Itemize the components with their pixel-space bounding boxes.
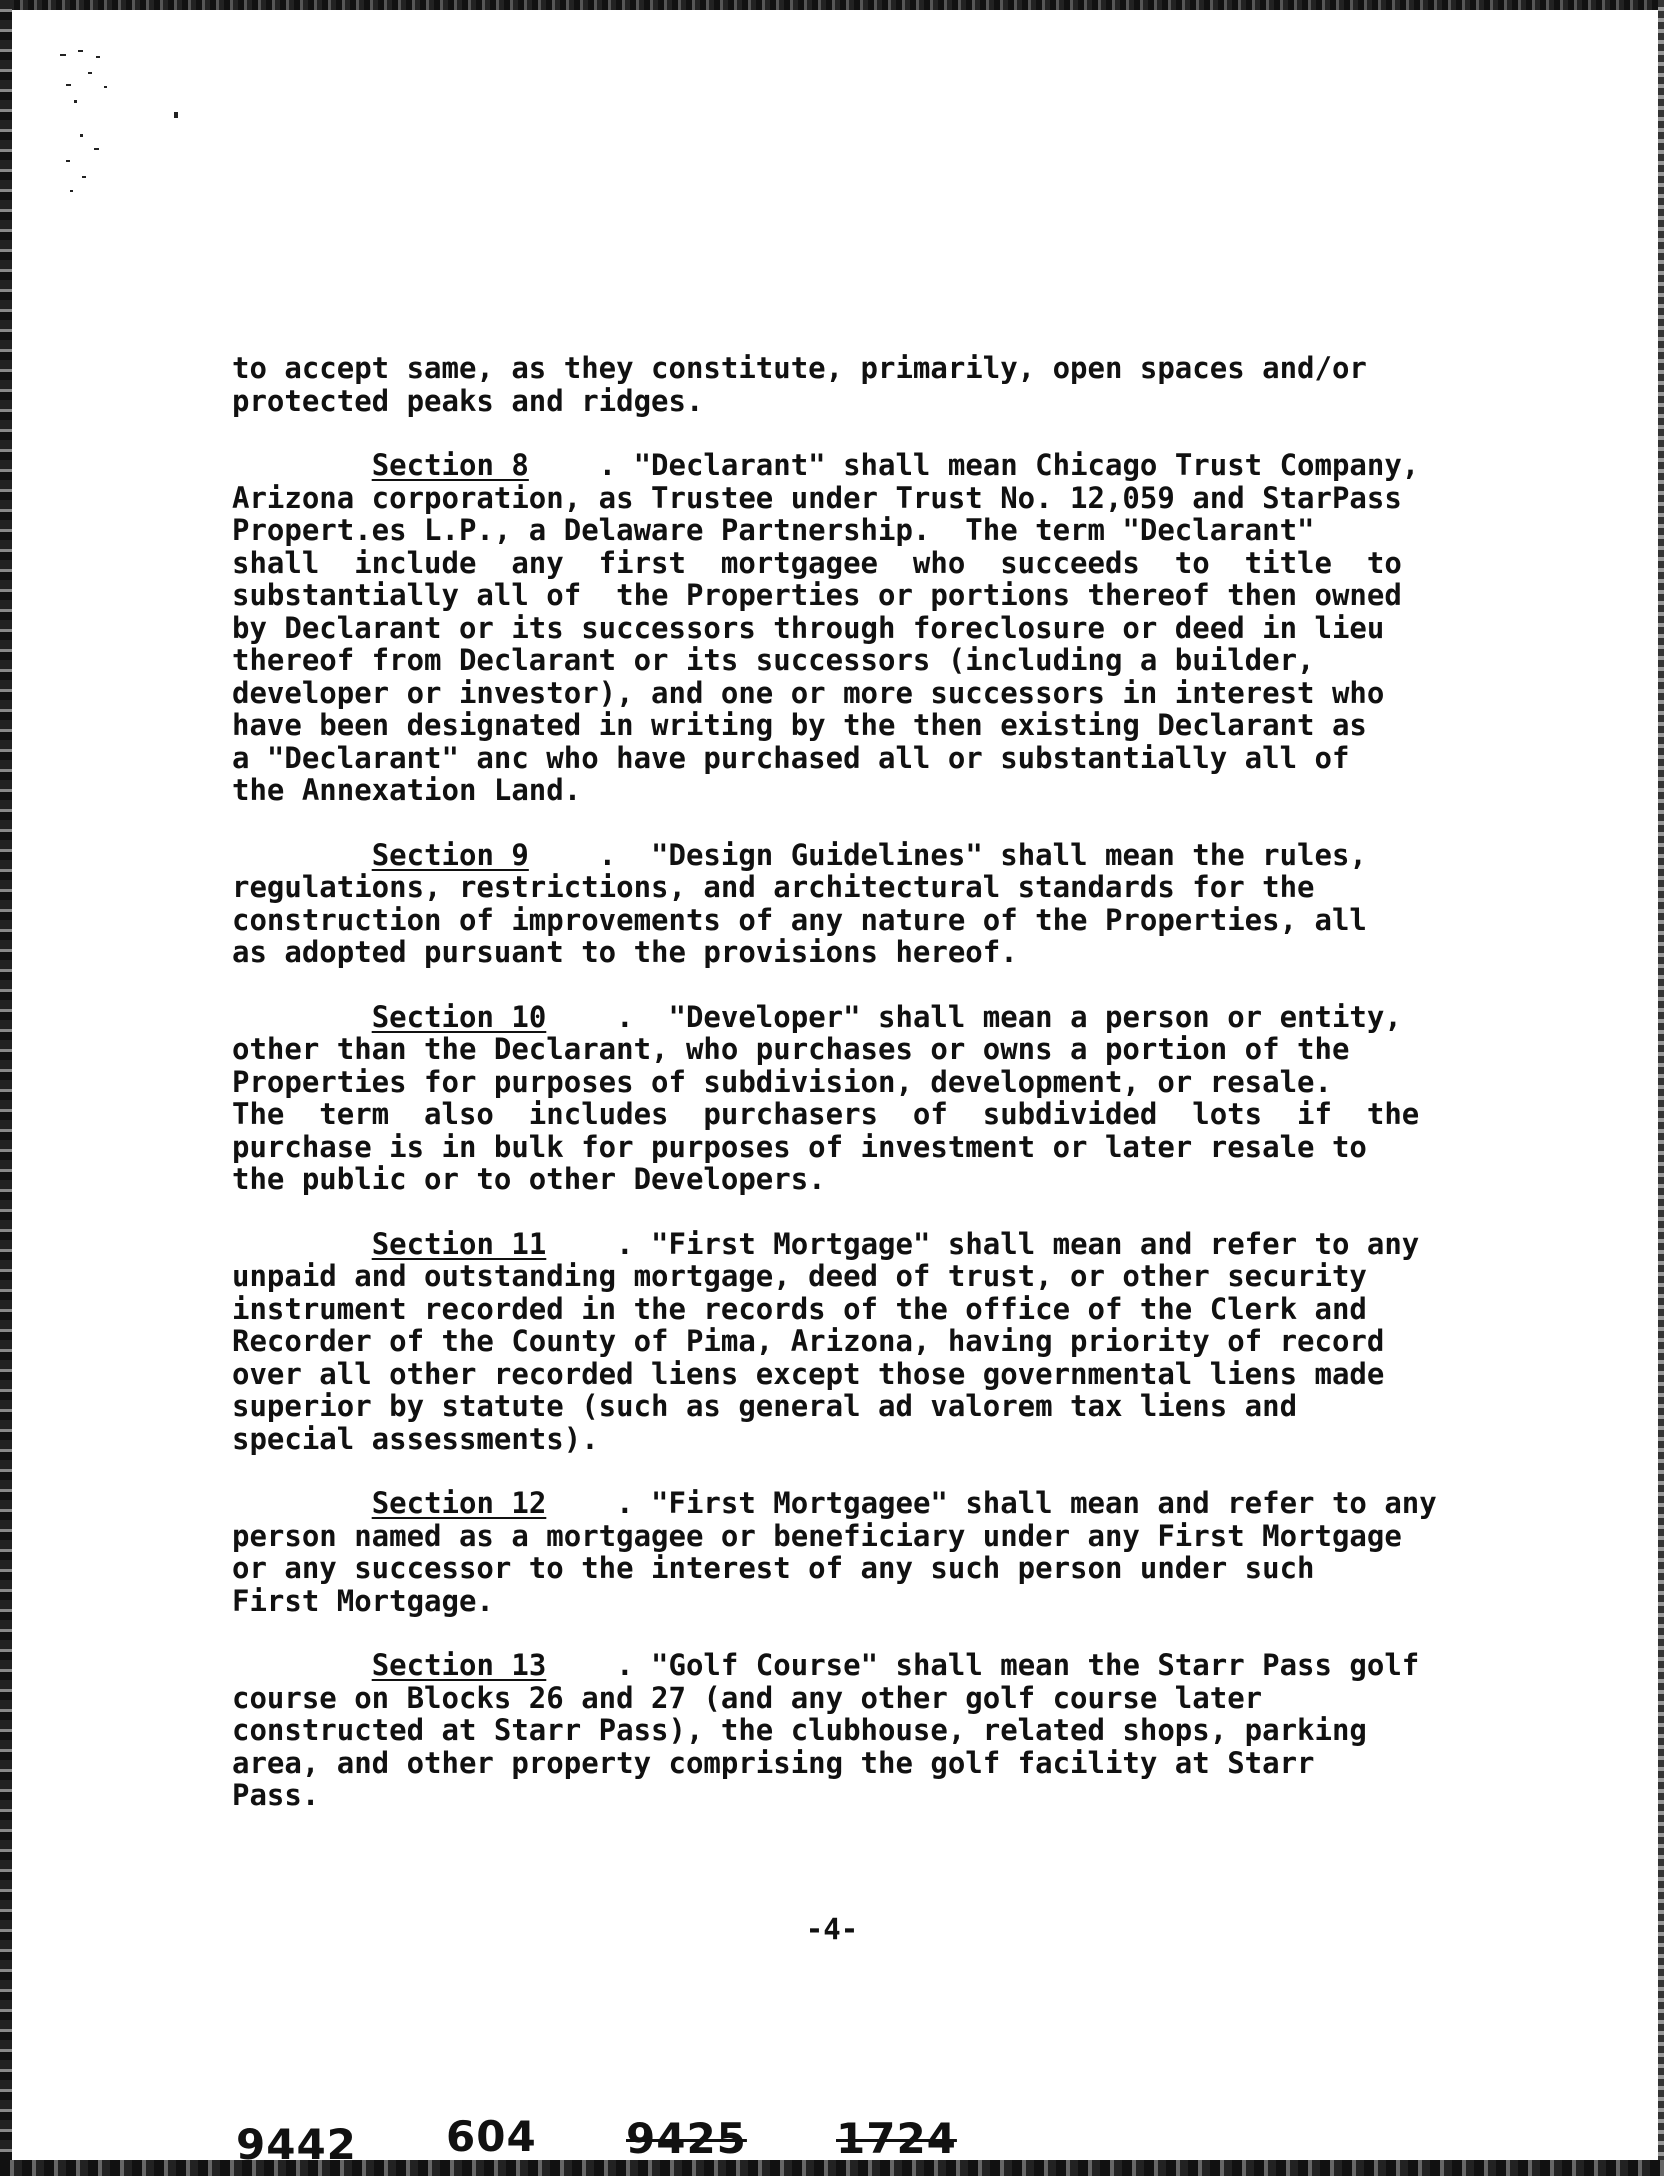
line: over all other recorded liens except those governmental liens made — [232, 1356, 1385, 1391]
line: substantially all of the Properties or portions thereof then owned — [232, 578, 1402, 612]
paragraph-section-8 — [232, 449, 1464, 807]
line: Section 9 . "Design Guidelines" shall mean the rules, — [371, 837, 1367, 872]
line: Section 10 . "Developer" shall mean a person or entity, — [371, 999, 1402, 1034]
line: Section 13 . "Golf Course" shall mean the Starr Pass golf — [371, 1648, 1420, 1682]
line: Properties for purposes of subdivision, development, or resale. — [232, 1064, 1332, 1099]
line: purchase is in bulk for purposes of investment or later resale to — [232, 1129, 1367, 1164]
line: a "Declarant" anc who have purchased all or substantially all of — [232, 740, 1350, 775]
line: First Mortgage. — [232, 1583, 494, 1618]
paragraph-intro — [232, 352, 1464, 417]
line: instrument recorded in the records of the office of the Clerk and — [232, 1291, 1367, 1326]
line: Section 11 . "First Mortgage" shall mean and refer to any — [371, 1226, 1420, 1261]
line: constructed at Starr Pass), the clubhouse, related shops, parking — [232, 1713, 1367, 1747]
line: the public or to other Developers. — [232, 1162, 826, 1196]
section-label: Section 13 — [371, 1648, 547, 1682]
line: special assessments). — [232, 1421, 599, 1456]
paragraph-section-10 — [232, 1001, 1464, 1196]
page-stamp: 604 — [446, 2112, 537, 2161]
line: unpaid and outstanding mortgage, deed of trust, or other security — [232, 1259, 1367, 1293]
section-label: Section 9 — [371, 837, 529, 872]
line: The term also includes purchasers of subdivided lots if the — [232, 1097, 1420, 1131]
line: Arizona corporation, as Trustee under Trust No. 12,059 and StarPass — [232, 480, 1402, 515]
scan-edge-left — [0, 0, 12, 2176]
line: Recorder of the County of Pima, Arizona, having priority of record — [232, 1324, 1385, 1358]
paragraph-section-11 — [232, 1228, 1464, 1456]
line: construction of improvements of any nature of the Properties, all — [232, 902, 1367, 937]
line: Pass. — [232, 1778, 320, 1812]
section-label: Section 11 — [371, 1226, 547, 1261]
struck-page-stamp: 1724 — [836, 2114, 957, 2163]
line: course on Blocks 26 and 27 (and any other golf course later — [232, 1680, 1263, 1715]
line: superior by statute (such as general ad valorem tax liens and — [232, 1389, 1298, 1423]
line: shall include any first mortgagee who succeeds to title to — [232, 545, 1402, 580]
section-label: Section 12 — [371, 1486, 547, 1520]
line: have been designated in writing by the then existing Declarant as — [232, 708, 1367, 742]
line: by Declarant or its successors through foreclosure or deed in lieu — [232, 610, 1385, 645]
line: thereof from Declarant or its successors (including a builder, — [232, 643, 1315, 677]
line: other than the Declarant, who purchases or owns a portion of the — [232, 1032, 1350, 1066]
line: regulations, restrictions, and architectural standards for the — [232, 870, 1315, 904]
scan-edge-right — [1658, 0, 1664, 2176]
line: person named as a mortgagee or beneficiary under any First Mortgage — [232, 1518, 1402, 1553]
line: area, and other property comprising the golf facility at Starr — [232, 1745, 1315, 1780]
line: developer or investor), and one or more successors in interest who — [232, 675, 1385, 710]
section-label: Section 8 — [371, 448, 529, 482]
paragraph-section-9 — [232, 839, 1464, 969]
docket-stamp: 9442 — [236, 2120, 357, 2169]
line: Section 8 . "Declarant" shall mean Chicago Trust Company, — [371, 448, 1420, 482]
document-body — [232, 352, 1464, 1844]
page-number: -4- — [805, 1912, 859, 1946]
section-label: Section 10 — [371, 999, 547, 1034]
paragraph-section-13 — [232, 1649, 1464, 1812]
paragraph-section-12 — [232, 1487, 1464, 1617]
line: to accept same, as they constitute, primarily, open spaces and/or — [232, 351, 1367, 385]
line: Propert.es L.P., a Delaware Partnership. The term "Declarant" — [232, 513, 1315, 547]
scan-specks — [60, 50, 210, 230]
line: as adopted pursuant to the provisions hereof. — [232, 935, 1018, 969]
line: or any successor to the interest of any such person under such — [232, 1551, 1315, 1585]
line: the Annexation Land. — [232, 773, 582, 807]
struck-docket-stamp: 9425 — [626, 2114, 747, 2163]
scan-edge-top — [0, 0, 1664, 10]
line: Section 12 . "First Mortgagee" shall mean and refer to any — [371, 1486, 1437, 1520]
line: protected peaks and ridges. — [232, 383, 704, 418]
